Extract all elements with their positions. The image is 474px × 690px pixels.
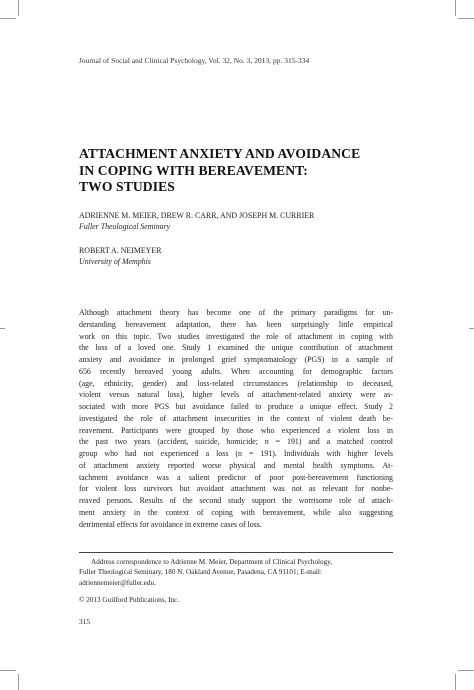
abstract-line: tachment avoidance was a salient predictor of poor post-bereavement functioning [79, 472, 393, 482]
author-list-1: ADRIENNE M. MEIER, DREW R. CARR, AND JOSEPH M. CURRIER [79, 211, 315, 220]
affiliation-1: Fuller Theological Seminary [79, 222, 171, 231]
abstract-line: (age, ethnicity, gender) and loss-related circumstances (relationship to deceased, [79, 378, 393, 388]
abstract-line: anxiety and avoidance in prolonged grief symptomatology (PGS) in a sample of [79, 355, 393, 364]
abstract-line: the past two years (accident, suicide, homicide; n = 191) and a matched control [79, 437, 393, 447]
crop-mark [0, 18, 16, 19]
affiliation-2: University of Memphis [79, 257, 151, 266]
abstract-line: 656 recently bereaved young adults. When accounting for demographic factors [79, 366, 393, 376]
author-list-2: ROBERT A. NEIMEYER [79, 246, 162, 255]
copyright-notice: © 2013 Guilford Publications, Inc. [79, 596, 180, 604]
abstract-line: sociated with more PGS but avoidance failed to produce a unique effect. Study 2 [79, 402, 393, 411]
footnote-line: Fuller Theological Seminary, 180 N. Oakland Avenue, Pasadena, CA 91101; E-mail: [79, 568, 322, 577]
abstract-line: reaved persons. Results of the second study support the worrisome role of attach- [79, 496, 393, 505]
title-line: IN COPING WITH BEREAVEMENT: [79, 162, 308, 178]
crop-mark [455, 674, 456, 690]
abstract-line: of attachment anxiety reported worse physical and mental health symptoms. At- [79, 460, 393, 470]
crop-mark [458, 670, 474, 671]
abstract-line: the loss of a loved one. Study 1 examined the unique contribution of attachment [79, 343, 393, 353]
article-title [79, 146, 409, 196]
title-line: ATTACHMENT ANXIETY AND AVOIDANCE [79, 146, 361, 161]
footnote-line: Address correspondence to Adrienne M. Meier, Department of Clinical Psychology, [91, 558, 333, 566]
footnote-divider [79, 552, 393, 553]
abstract-line: work on this topic. Two studies investigated the role of attachment in coping with [79, 331, 393, 341]
abstract-line: reavement. Participants were grouped by those who experienced a violent loss in [79, 425, 393, 435]
abstract-line: Although attachment theory has become one of the primary paradigms for un- [79, 308, 393, 317]
abstract-line: detrimental effects for avoidance in extreme cases of loss. [79, 519, 262, 529]
page-number: 315 [79, 617, 91, 626]
crop-mark [0, 328, 5, 329]
abstract-line: violent versus natural loss), higher levels of attachment-related anxiety were as- [79, 390, 393, 400]
abstract-line: ment anxiety in the context of coping with bereavement, while also suggesting [79, 507, 393, 517]
abstract-line: investigated the role of attachment insecurities in the context of violent death be- [79, 413, 393, 423]
abstract-line: group who had not experienced a loss (n = 191). Individuals with higher levels [79, 449, 393, 458]
crop-mark [18, 674, 19, 690]
crop-mark [0, 670, 16, 671]
crop-mark [458, 18, 474, 19]
abstract-line: derstanding bereavement adaptation, there has been surprisingly little empirical [79, 319, 393, 329]
crop-mark [18, 0, 19, 16]
abstract-line: for violent loss survivors but avoidant attachment was not as relevant for nonbe- [79, 484, 393, 494]
abstract [79, 307, 393, 530]
correspondence-footnote [79, 557, 393, 588]
crop-mark [469, 328, 474, 329]
title-line: TWO STUDIES [79, 179, 175, 194]
footnote-line: adriennemeier@fuller.edu. [79, 578, 156, 587]
crop-mark [455, 0, 456, 16]
journal-citation: Journal of Social and Clinical Psychology, Vol. 32, No. 3, 2013, pp. 315-334 [79, 56, 310, 65]
